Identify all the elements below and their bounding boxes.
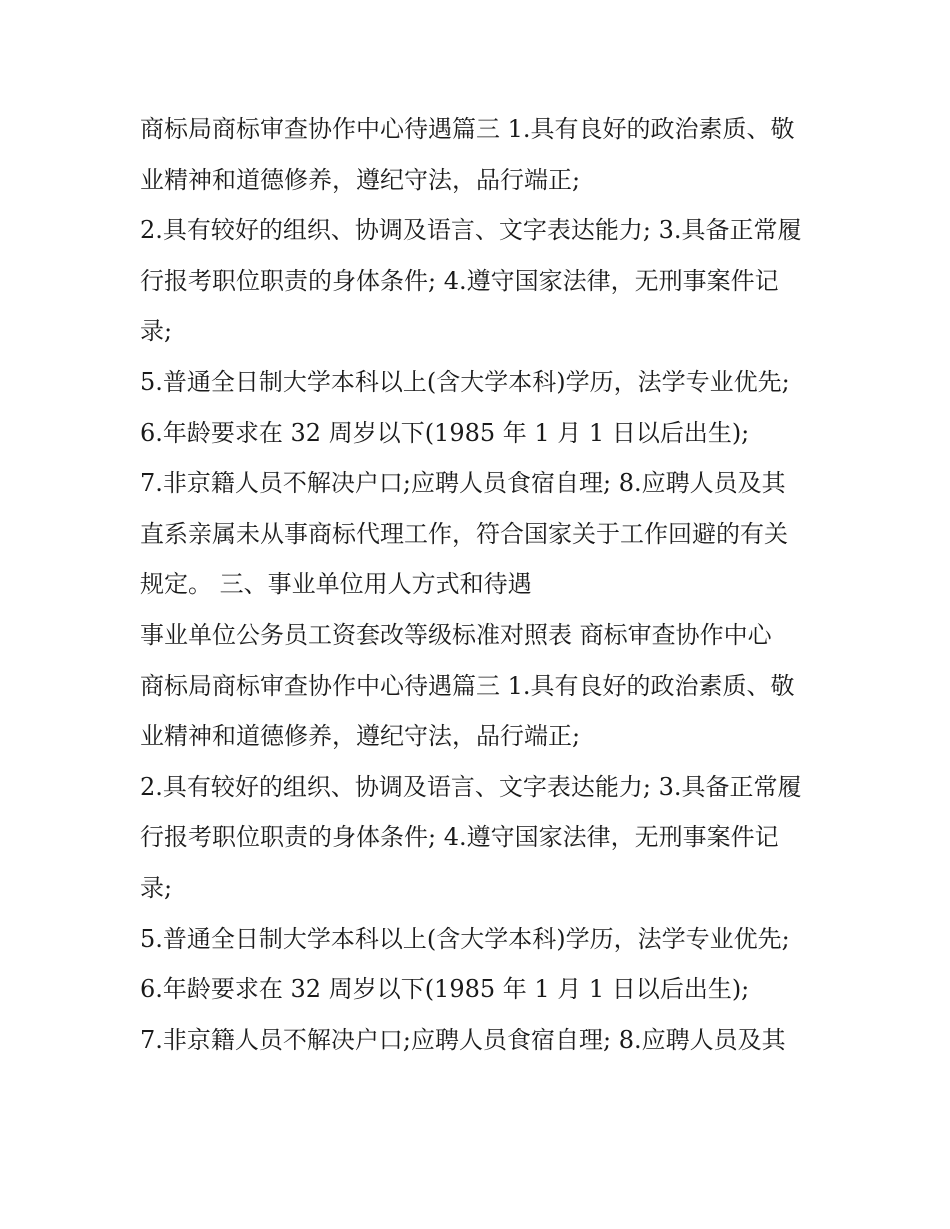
text-line: 5.普通全日制大学本科以上(含大学本科)学历，法学专业优先; [140, 924, 790, 953]
text-line: 商标局商标审查协作中心待遇篇三 1.具有良好的政治素质、敬 [140, 671, 795, 700]
text-line: 行报考职位职责的身体条件; 4.遵守国家法律，无刑事案件记 [140, 823, 779, 852]
text-line: 录; [140, 873, 173, 902]
text-line: 录; [140, 317, 173, 346]
text-line: 行报考职位职责的身体条件; 4.遵守国家法律，无刑事案件记 [140, 266, 779, 295]
text-line: 7.非京籍人员不解决户口;应聘人员食宿自理; 8.应聘人员及其 [140, 1025, 786, 1054]
text-line: 2.具有较好的组织、协调及语言、文字表达能力; 3.具备正常履 [140, 772, 802, 801]
document-body [140, 104, 830, 1065]
text-line: 事业单位公务员工资套改等级标准对照表 商标审查协作中心 [140, 620, 772, 649]
text-line: 业精神和道德修养，遵纪守法，品行端正; [140, 722, 581, 751]
text-line: 5.普通全日制大学本科以上(含大学本科)学历，法学专业优先; [140, 367, 790, 396]
text-line: 7.非京籍人员不解决户口;应聘人员食宿自理; 8.应聘人员及其 [140, 469, 786, 498]
text-line: 业精神和道德修养，遵纪守法，品行端正; [140, 165, 581, 194]
text-line: 6.年龄要求在 32 周岁以下(1985 年 1 月 1 日以后出生); [140, 975, 750, 1004]
text-line: 6.年龄要求在 32 周岁以下(1985 年 1 月 1 日以后出生); [140, 418, 750, 447]
text-line: 商标局商标审查协作中心待遇篇三 1.具有良好的政治素质、敬 [140, 115, 795, 143]
text-line: 直系亲属未从事商标代理工作，符合国家关于工作回避的有关 [140, 519, 788, 548]
text-line: 规定。 三、事业单位用人方式和待遇 [140, 570, 532, 599]
text-line: 2.具有较好的组织、协调及语言、文字表达能力; 3.具备正常履 [140, 216, 802, 245]
